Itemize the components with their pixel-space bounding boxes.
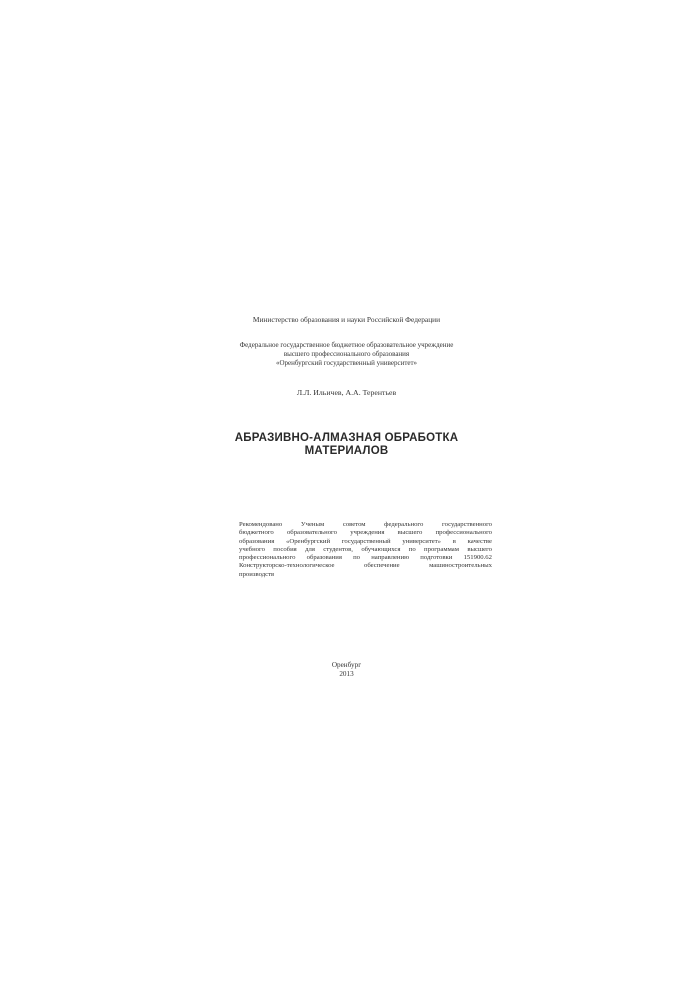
recommendation-line: профессионального образования по направлению подготовки 151900.62 bbox=[239, 554, 492, 562]
recommendation-line: учебного пособия для студентов, обучающихся по программам высшего bbox=[239, 545, 492, 553]
institution-line: Федеральное государственное бюджетное образовательное учреждение bbox=[239, 341, 454, 349]
institution-line: высшего профессионального образования bbox=[283, 350, 410, 358]
recommendation-line: бюджетного образовательного учреждения высшего профессионального bbox=[239, 529, 492, 537]
recommendation-paragraph bbox=[239, 521, 492, 579]
book-title-line: АБРАЗИВНО-АЛМАЗНАЯ ОБРАБОТКА bbox=[234, 432, 459, 444]
book-title-line: МАТЕРИАЛОВ bbox=[304, 445, 389, 457]
institution-block bbox=[0, 341, 693, 368]
ministry-line: Министерство образования и науки Российской Федерации bbox=[252, 315, 441, 324]
imprint-city: Оренбург bbox=[331, 661, 362, 669]
institution-line: «Оренбургский государственный университет» bbox=[275, 359, 418, 367]
recommendation-line: Конструкторско-технологическое обеспечение машиностроительных bbox=[239, 562, 492, 570]
imprint-block bbox=[0, 661, 693, 679]
recommendation-line: образования «Оренбургский государственный университет» в качестве bbox=[239, 537, 492, 545]
recommendation-line: Рекомендовано Ученым советом федерального государственного bbox=[239, 521, 492, 528]
authors-line: Л.Л. Ильичев, А.А. Терентьев bbox=[296, 388, 397, 397]
book-title bbox=[0, 432, 693, 458]
recommendation-line: производств bbox=[239, 570, 275, 578]
imprint-year: 2013 bbox=[339, 670, 354, 678]
